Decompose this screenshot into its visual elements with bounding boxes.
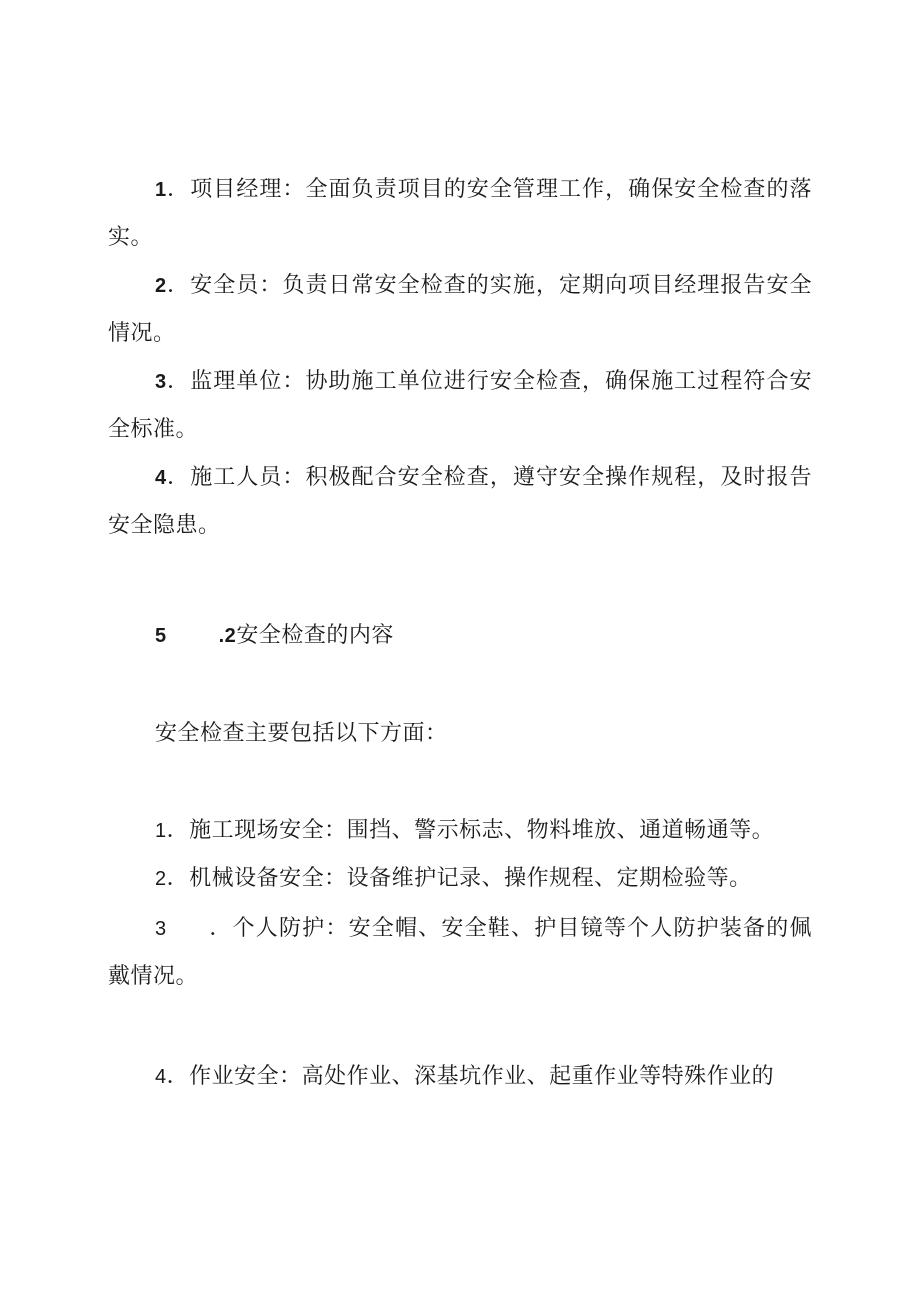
list-item-number: 1 (155, 820, 167, 842)
intro-text: 安全检查主要包括以下方面： (155, 721, 448, 746)
list-item-number: 3 (155, 371, 167, 393)
list-item-first-line: 4．施工人员：积极配合安全检查，遵守安全操作规程，及时报告 (155, 465, 812, 490)
list-item (108, 166, 812, 262)
list-item-continuation: 实。 (108, 225, 154, 250)
list-item: 4．作业安全：高处作业、深基坑作业、起重作业等特殊作业的 (155, 1064, 775, 1089)
heading-subnumber: .2 (218, 625, 237, 647)
list-item-continuation: 情况。 (108, 321, 176, 346)
list-item: 2．机械设备安全：设备维护记录、操作规程、定期检验等。 (155, 866, 752, 891)
list-item-number: 4 (155, 1066, 167, 1088)
section-heading (155, 612, 394, 660)
list-item-first-line: 3．监理单位：协助施工单位进行安全检查，确保施工过程符合安 (155, 369, 812, 394)
list-item-continuation: 戴情况。 (108, 964, 199, 989)
list-item (108, 905, 812, 1001)
list-item-continuation: 安全隐患。 (108, 513, 221, 538)
heading-number: 5 (155, 625, 167, 647)
list-item-first-line: 2．安全员：负责日常安全检查的实施，定期向项目经理报告安全 (155, 273, 812, 298)
heading-title: 安全检查的内容 (236, 623, 394, 648)
list-item-number: 3 (155, 918, 167, 940)
list-item-number: 2 (155, 868, 167, 890)
list-item-first-line: 3 ．个人防护：安全帽、安全鞋、护目镜等个人防护装备的佩 (155, 916, 812, 941)
list-item-continuation: 全标准。 (108, 417, 199, 442)
list-item-number: 1 (155, 179, 167, 201)
list-item-first-line: 1．项目经理：全面负责项目的安全管理工作，确保安全检查的落 (155, 177, 812, 202)
list-item (108, 262, 812, 358)
list-item-number: 4 (155, 467, 167, 489)
list-item (108, 358, 812, 454)
list-item-number: 2 (155, 275, 167, 297)
list-item: 1．施工现场安全：围挡、警示标志、物料堆放、通道畅通等。 (155, 818, 775, 843)
list-item (108, 454, 812, 550)
